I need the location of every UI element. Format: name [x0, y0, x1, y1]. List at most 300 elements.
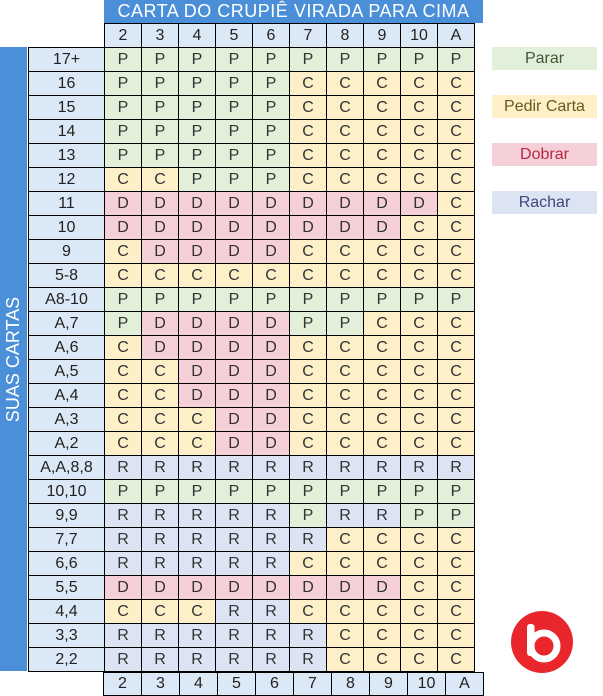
table-row	[29, 240, 475, 264]
strategy-cell: D	[290, 192, 327, 216]
strategy-cell: C	[290, 72, 327, 96]
strategy-cell: C	[327, 384, 364, 408]
strategy-cell: C	[290, 360, 327, 384]
strategy-cell: R	[142, 648, 179, 672]
strategy-cell: D	[216, 240, 253, 264]
strategy-cell: P	[401, 48, 438, 72]
strategy-cell: D	[253, 408, 290, 432]
strategy-cell: P	[142, 480, 179, 504]
table-row	[29, 576, 475, 600]
strategy-cell: C	[438, 264, 475, 288]
strategy-cell: D	[105, 216, 142, 240]
strategy-cell: D	[253, 216, 290, 240]
strategy-cell: C	[364, 360, 401, 384]
table-row	[29, 504, 475, 528]
player-hand-label: A,5	[29, 360, 105, 384]
strategy-cell: R	[179, 552, 216, 576]
strategy-cell: C	[401, 648, 438, 672]
strategy-cell: D	[216, 408, 253, 432]
strategy-cell: P	[401, 504, 438, 528]
strategy-cell: R	[142, 528, 179, 552]
strategy-cell: D	[179, 192, 216, 216]
dealer-card-footer: 9	[369, 672, 408, 696]
strategy-cell: P	[327, 48, 364, 72]
strategy-cell: D	[179, 312, 216, 336]
strategy-cell: C	[438, 144, 475, 168]
strategy-cell: R	[142, 624, 179, 648]
strategy-cell: D	[253, 384, 290, 408]
strategy-cell: D	[253, 240, 290, 264]
strategy-cell: C	[401, 576, 438, 600]
strategy-cell: P	[401, 288, 438, 312]
strategy-cell: P	[253, 168, 290, 192]
strategy-cell: C	[364, 120, 401, 144]
table-row	[29, 432, 475, 456]
strategy-cell: C	[438, 384, 475, 408]
player-hand-label: 16	[29, 72, 105, 96]
strategy-cell: C	[290, 240, 327, 264]
strategy-cell: C	[179, 600, 216, 624]
strategy-cell: D	[401, 192, 438, 216]
dealer-card-header: 10	[401, 24, 438, 48]
strategy-cell: P	[179, 120, 216, 144]
strategy-cell: R	[327, 456, 364, 480]
strategy-cell: C	[327, 432, 364, 456]
strategy-cell: R	[327, 504, 364, 528]
strategy-cell: R	[142, 456, 179, 480]
strategy-cell: D	[216, 360, 253, 384]
strategy-cell: C	[327, 240, 364, 264]
strategy-cell: R	[290, 456, 327, 480]
table-row	[29, 48, 475, 72]
strategy-cell: D	[179, 360, 216, 384]
strategy-cell: D	[142, 576, 179, 600]
strategy-cell: C	[364, 528, 401, 552]
table-row	[29, 480, 475, 504]
dealer-card-footer: A	[445, 672, 484, 696]
player-hand-label: 5,5	[29, 576, 105, 600]
strategy-cell: C	[438, 336, 475, 360]
strategy-cell: P	[364, 288, 401, 312]
dealer-card-footer: 3	[141, 672, 180, 696]
player-cards-title	[0, 47, 27, 671]
strategy-cell: R	[253, 504, 290, 528]
player-hand-label: 2,2	[29, 648, 105, 672]
table-row	[29, 360, 475, 384]
strategy-cell: C	[327, 336, 364, 360]
strategy-cell: D	[216, 312, 253, 336]
table-row	[29, 384, 475, 408]
strategy-cell: C	[401, 336, 438, 360]
strategy-cell: R	[179, 456, 216, 480]
strategy-cell: C	[438, 168, 475, 192]
strategy-cell: C	[290, 336, 327, 360]
strategy-cell: C	[364, 432, 401, 456]
strategy-cell: C	[327, 600, 364, 624]
strategy-cell: P	[105, 312, 142, 336]
strategy-cell: C	[401, 552, 438, 576]
dealer-card-header: 2	[105, 24, 142, 48]
table-row	[29, 312, 475, 336]
strategy-cell: C	[401, 384, 438, 408]
strategy-cell: C	[105, 360, 142, 384]
player-hand-label: 9	[29, 240, 105, 264]
strategy-cell: P	[142, 48, 179, 72]
strategy-cell: P	[290, 504, 327, 528]
player-hand-label: 11	[29, 192, 105, 216]
strategy-cell: R	[179, 648, 216, 672]
table-row	[29, 408, 475, 432]
strategy-cell: P	[438, 48, 475, 72]
strategy-cell: P	[142, 96, 179, 120]
strategy-cell: D	[327, 576, 364, 600]
strategy-cell: R	[105, 648, 142, 672]
strategy-cell: C	[327, 144, 364, 168]
strategy-cell: R	[253, 624, 290, 648]
player-hand-label: A8-10	[29, 288, 105, 312]
strategy-cell: C	[364, 648, 401, 672]
strategy-cell: P	[105, 72, 142, 96]
strategy-cell: D	[327, 192, 364, 216]
strategy-cell: D	[105, 192, 142, 216]
strategy-cell: R	[253, 552, 290, 576]
strategy-cell: C	[327, 408, 364, 432]
strategy-cell: C	[327, 96, 364, 120]
strategy-cell: R	[253, 600, 290, 624]
strategy-cell: P	[105, 48, 142, 72]
strategy-cell: R	[253, 648, 290, 672]
strategy-cell: R	[253, 456, 290, 480]
strategy-cell: P	[142, 288, 179, 312]
player-hand-label: A,7	[29, 312, 105, 336]
strategy-cell: C	[364, 96, 401, 120]
strategy-cell: C	[401, 144, 438, 168]
strategy-cell: C	[290, 432, 327, 456]
strategy-cell: C	[142, 384, 179, 408]
strategy-cell: P	[142, 144, 179, 168]
strategy-cell: C	[438, 192, 475, 216]
strategy-cell: P	[105, 144, 142, 168]
player-hand-label: 13	[29, 144, 105, 168]
strategy-cell: C	[364, 312, 401, 336]
strategy-cell: C	[105, 240, 142, 264]
dealer-card-header: 6	[253, 24, 290, 48]
strategy-cell: P	[364, 48, 401, 72]
strategy-cell: P	[179, 48, 216, 72]
strategy-cell: C	[105, 408, 142, 432]
strategy-cell: P	[142, 72, 179, 96]
strategy-cell: R	[216, 552, 253, 576]
strategy-cell: P	[253, 144, 290, 168]
strategy-cell: D	[290, 576, 327, 600]
strategy-cell: C	[327, 624, 364, 648]
strategy-cell: C	[327, 120, 364, 144]
strategy-cell: C	[401, 312, 438, 336]
strategy-cell: C	[327, 648, 364, 672]
strategy-cell: D	[327, 216, 364, 240]
strategy-cell: C	[364, 408, 401, 432]
player-hand-label: A,3	[29, 408, 105, 432]
strategy-cell: P	[253, 48, 290, 72]
table-row	[29, 624, 475, 648]
strategy-cell: C	[401, 120, 438, 144]
strategy-cell: R	[216, 528, 253, 552]
strategy-cell: D	[290, 216, 327, 240]
strategy-cell: D	[253, 312, 290, 336]
strategy-cell: D	[142, 240, 179, 264]
strategy-cell: P	[290, 480, 327, 504]
strategy-cell: D	[253, 360, 290, 384]
strategy-cell: P	[216, 72, 253, 96]
table-row	[29, 648, 475, 672]
strategy-cell: P	[216, 120, 253, 144]
table-row	[29, 144, 475, 168]
strategy-cell: C	[364, 552, 401, 576]
strategy-cell: C	[401, 528, 438, 552]
strategy-cell: C	[438, 528, 475, 552]
dealer-card-title: CARTA DO CRUPIÊ VIRADA PARA CIMA	[104, 0, 483, 23]
strategy-cell: C	[364, 600, 401, 624]
strategy-cell: P	[216, 48, 253, 72]
strategy-cell: R	[216, 456, 253, 480]
strategy-cell: R	[142, 552, 179, 576]
strategy-cell: C	[105, 264, 142, 288]
strategy-cell: D	[179, 216, 216, 240]
strategy-cell: C	[401, 72, 438, 96]
strategy-cell: P	[179, 144, 216, 168]
player-hand-label: 6,6	[29, 552, 105, 576]
strategy-cell: P	[290, 288, 327, 312]
strategy-cell: C	[142, 168, 179, 192]
strategy-table	[28, 23, 475, 672]
player-hand-label: A,2	[29, 432, 105, 456]
strategy-cell: C	[327, 264, 364, 288]
strategy-cell: R	[142, 504, 179, 528]
dealer-card-header: 9	[364, 24, 401, 48]
strategy-cell: R	[105, 624, 142, 648]
strategy-cell: C	[401, 408, 438, 432]
dealer-card-header: 7	[290, 24, 327, 48]
player-hand-label: 12	[29, 168, 105, 192]
strategy-cell: P	[327, 312, 364, 336]
dealer-card-footer: 6	[255, 672, 294, 696]
strategy-cell: P	[364, 480, 401, 504]
strategy-cell: D	[216, 432, 253, 456]
strategy-cell: C	[401, 216, 438, 240]
strategy-cell: C	[179, 408, 216, 432]
strategy-cell: R	[105, 528, 142, 552]
player-hand-label: A,A,8,8	[29, 456, 105, 480]
strategy-cell: P	[253, 288, 290, 312]
strategy-cell: D	[364, 192, 401, 216]
strategy-cell: C	[364, 264, 401, 288]
table-row	[29, 456, 475, 480]
strategy-cell: C	[142, 408, 179, 432]
strategy-cell: R	[216, 648, 253, 672]
legend-item: Rachar	[492, 191, 597, 214]
dealer-card-footer: 2	[103, 672, 142, 696]
strategy-cell: D	[142, 336, 179, 360]
strategy-cell: C	[216, 264, 253, 288]
dealer-footer-row	[104, 672, 484, 696]
strategy-cell: C	[438, 216, 475, 240]
strategy-cell: C	[327, 528, 364, 552]
strategy-cell: C	[105, 600, 142, 624]
strategy-cell: R	[105, 552, 142, 576]
table-row	[29, 168, 475, 192]
strategy-cell: D	[216, 576, 253, 600]
player-hand-label: 9,9	[29, 504, 105, 528]
strategy-cell: R	[364, 456, 401, 480]
player-hand-label: 10	[29, 216, 105, 240]
strategy-cell: R	[438, 456, 475, 480]
table-corner	[29, 24, 105, 48]
dealer-header-row	[29, 24, 475, 48]
strategy-cell: D	[179, 240, 216, 264]
strategy-cell: P	[105, 480, 142, 504]
table-row	[29, 336, 475, 360]
strategy-cell: D	[105, 576, 142, 600]
strategy-cell: P	[105, 288, 142, 312]
strategy-cell: C	[364, 384, 401, 408]
legend-item: Dobrar	[492, 143, 597, 166]
strategy-cell: P	[438, 504, 475, 528]
strategy-cell: D	[179, 336, 216, 360]
table-row	[29, 288, 475, 312]
player-hand-label: 3,3	[29, 624, 105, 648]
strategy-cell: C	[438, 312, 475, 336]
strategy-cell: C	[401, 264, 438, 288]
strategy-cell: C	[290, 408, 327, 432]
strategy-cell: C	[364, 336, 401, 360]
strategy-cell: C	[438, 648, 475, 672]
strategy-cell: C	[327, 168, 364, 192]
strategy-cell: R	[290, 624, 327, 648]
strategy-cell: C	[290, 96, 327, 120]
strategy-cell: P	[216, 480, 253, 504]
strategy-cell: C	[179, 264, 216, 288]
strategy-cell: C	[438, 120, 475, 144]
dealer-card-header: 3	[142, 24, 179, 48]
strategy-cell: R	[179, 528, 216, 552]
strategy-cell: R	[364, 504, 401, 528]
dealer-card-header: 5	[216, 24, 253, 48]
strategy-cell: R	[290, 528, 327, 552]
strategy-cell: D	[216, 336, 253, 360]
strategy-cell: D	[142, 312, 179, 336]
dealer-card-footer: 5	[217, 672, 256, 696]
player-hand-label: 7,7	[29, 528, 105, 552]
strategy-cell: C	[327, 552, 364, 576]
strategy-cell: C	[438, 552, 475, 576]
b-logo-icon	[511, 611, 573, 673]
strategy-cell: C	[438, 624, 475, 648]
dealer-card-footer: 8	[331, 672, 370, 696]
strategy-cell: D	[253, 336, 290, 360]
strategy-cell: D	[364, 216, 401, 240]
player-hand-label: 4,4	[29, 600, 105, 624]
strategy-cell: C	[364, 72, 401, 96]
player-hand-label: 5-8	[29, 264, 105, 288]
strategy-cell: C	[327, 72, 364, 96]
strategy-cell: C	[364, 240, 401, 264]
strategy-cell: C	[179, 432, 216, 456]
strategy-cell: R	[179, 624, 216, 648]
strategy-cell: C	[401, 600, 438, 624]
strategy-cell: P	[216, 288, 253, 312]
strategy-cell: C	[401, 96, 438, 120]
strategy-cell: P	[290, 48, 327, 72]
player-hand-label: 14	[29, 120, 105, 144]
strategy-cell: P	[105, 96, 142, 120]
strategy-cell: C	[142, 360, 179, 384]
strategy-cell: D	[179, 384, 216, 408]
strategy-cell: C	[142, 432, 179, 456]
strategy-cell: C	[438, 600, 475, 624]
strategy-cell: C	[401, 360, 438, 384]
table-row	[29, 264, 475, 288]
strategy-cell: C	[142, 264, 179, 288]
strategy-cell: C	[290, 168, 327, 192]
strategy-cell: R	[253, 528, 290, 552]
strategy-cell: R	[216, 624, 253, 648]
strategy-rows	[29, 48, 475, 672]
strategy-cell: P	[327, 288, 364, 312]
strategy-cell: C	[401, 168, 438, 192]
player-hand-label: 17+	[29, 48, 105, 72]
strategy-cell: D	[216, 192, 253, 216]
legend-item: Pedir Carta	[492, 95, 597, 118]
dealer-card-header: A	[438, 24, 475, 48]
strategy-cell: R	[216, 504, 253, 528]
strategy-cell: D	[364, 576, 401, 600]
strategy-cell: C	[290, 600, 327, 624]
dealer-card-footer: 10	[407, 672, 446, 696]
strategy-cell: D	[179, 576, 216, 600]
strategy-cell: D	[253, 576, 290, 600]
strategy-cell: R	[401, 456, 438, 480]
player-hand-label: 10,10	[29, 480, 105, 504]
strategy-cell: P	[105, 120, 142, 144]
strategy-cell: C	[142, 600, 179, 624]
strategy-cell: C	[364, 144, 401, 168]
player-cards-title-text: SUAS CARTAS	[3, 296, 23, 422]
dealer-card-header: 4	[179, 24, 216, 48]
strategy-cell: D	[142, 216, 179, 240]
strategy-cell: P	[179, 288, 216, 312]
strategy-cell: C	[327, 360, 364, 384]
strategy-cell: C	[401, 624, 438, 648]
legend-item: Parar	[492, 47, 597, 70]
strategy-cell: C	[253, 264, 290, 288]
strategy-cell: R	[179, 504, 216, 528]
strategy-cell: D	[216, 216, 253, 240]
strategy-cell: P	[290, 312, 327, 336]
strategy-cell: C	[290, 264, 327, 288]
dealer-card-footer: 4	[179, 672, 218, 696]
strategy-cell: R	[216, 600, 253, 624]
strategy-cell: P	[253, 120, 290, 144]
strategy-cell: C	[438, 240, 475, 264]
strategy-cell: P	[216, 96, 253, 120]
strategy-cell: R	[105, 504, 142, 528]
strategy-cell: C	[290, 120, 327, 144]
dealer-card-footer: 7	[293, 672, 332, 696]
table-row	[29, 552, 475, 576]
strategy-cell: P	[216, 168, 253, 192]
strategy-cell: C	[438, 576, 475, 600]
strategy-cell: C	[438, 96, 475, 120]
